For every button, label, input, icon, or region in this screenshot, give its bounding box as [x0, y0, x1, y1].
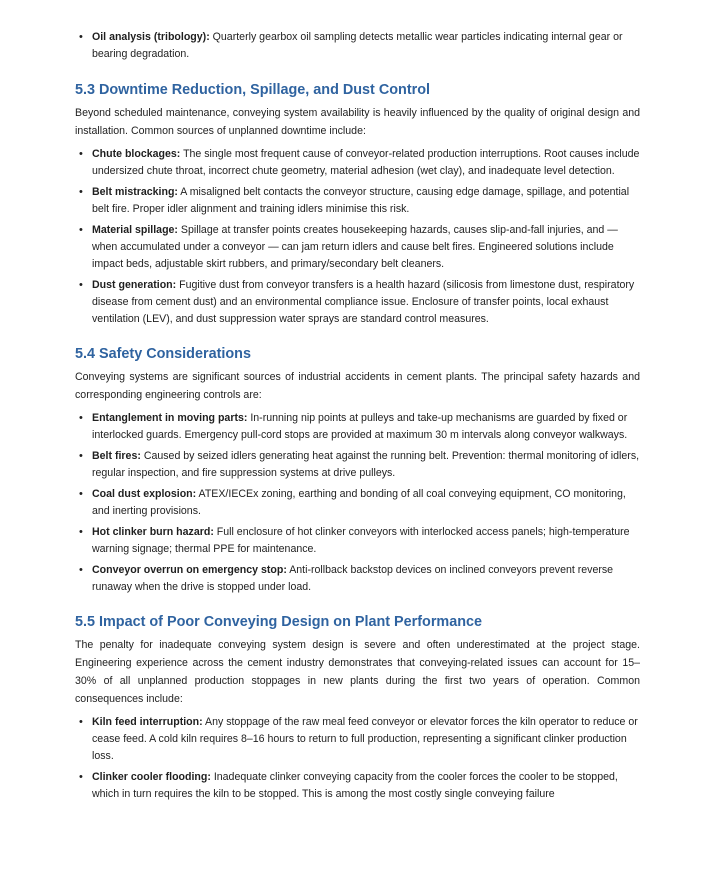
bullet-list — [75, 146, 640, 328]
list-item — [75, 486, 640, 520]
document-page — [75, 29, 640, 807]
bullet-term: Conveyor overrun on emergency stop: — [92, 564, 287, 576]
intro-bullet-list — [75, 29, 640, 63]
section-5-5 — [75, 613, 640, 803]
bullet-term: Belt mistracking: — [92, 186, 178, 198]
list-item — [75, 29, 640, 63]
list-item — [75, 524, 640, 558]
bullet-text: Full enclosure of hot clinker conveyors with interlocked access panels; high-temperature warning signage; thermal PPE for maintenance. — [92, 526, 630, 555]
list-item — [75, 222, 640, 273]
section-heading: 5.3 Downtime Reduction, Spillage, and Dust Control — [75, 82, 430, 98]
bullet-text: In-running nip points at pulleys and take-up mechanisms are guarded by fixed or interlocked guards. Emergency pull-cord stops are provided at maximum 30 m intervals along conveyor walkways. — [92, 412, 628, 441]
bullet-text: Anti-rollback backstop devices on inclined conveyors prevent reverse runaway when the drive is stopped under load. — [92, 564, 614, 593]
section-5-3 — [75, 81, 640, 328]
bullet-term: Clinker cooler flooding: — [92, 771, 211, 783]
section-intro: Beyond scheduled maintenance, conveying system availability is heavily influenced by the quality of original design and installation. Common sources of unplanned downtime include: — [75, 107, 640, 137]
bullet-list — [75, 410, 640, 596]
bullet-text: Quarterly gearbox oil sampling detects metallic wear particles indicating internal gear or bearing degradation. — [92, 31, 623, 60]
bullet-text: A misaligned belt contacts the conveyor structure, causing edge damage, spillage, and potential belt fire. Proper idler alignment and training idlers minimise this risk. — [92, 186, 630, 215]
section-5-4 — [75, 345, 640, 596]
bullet-text: Fugitive dust from conveyor transfers is a health hazard (silicosis from limestone dust, respiratory disease from cement dust) and an environmental compliance issue. Enclosure of transfer points, local exhaust ventilation (LEV), and dust suppression water sprays are standard control measures. — [92, 279, 635, 325]
bullet-term: Chute blockages: — [92, 148, 181, 160]
bullet-term: Coal dust explosion: — [92, 488, 197, 500]
bullet-term: Entanglement in moving parts: — [92, 412, 248, 424]
bullet-term: Belt fires: — [92, 450, 141, 462]
bullet-text: Caused by seized idlers generating heat against the running belt. Prevention: thermal monitoring of idlers, regular inspection, and fire suppression systems at drive pulleys. — [92, 450, 640, 479]
list-item — [75, 410, 640, 444]
bullet-text: Spillage at transfer points creates housekeeping hazards, causes slip-and-fall injuries, and — when accumulated under a conveyor — can jam return idlers and cause belt fires. Engineered solutions include impact beds, adjustable skirt rubbers, and primary/secondary belt cleaners. — [92, 224, 618, 270]
section-intro: The penalty for inadequate conveying system design is severe and often underestimated at the project stage. Engineering experience across the cement industry demonstrates that conveying-related issues can account for 15–30% of all unplanned production stoppages in new plants during the first two years of operation. Common consequences include: — [75, 639, 640, 705]
bullet-list — [75, 714, 640, 803]
list-item — [75, 146, 640, 180]
list-item — [75, 562, 640, 596]
list-item — [75, 184, 640, 218]
list-item — [75, 769, 640, 803]
list-item — [75, 448, 640, 482]
bullet-term: Kiln feed interruption: — [92, 716, 203, 728]
bullet-term: Dust generation: — [92, 279, 177, 291]
section-heading: 5.5 Impact of Poor Conveying Design on Plant Performance — [75, 614, 483, 630]
bullet-term: Oil analysis (tribology): — [92, 31, 210, 43]
bullet-term: Material spillage: — [92, 224, 178, 236]
list-item — [75, 714, 640, 765]
bullet-text: ATEX/IECEx zoning, earthing and bonding of all coal conveying equipment, CO monitoring, and inerting provisions. — [92, 488, 626, 517]
bullet-text: The single most frequent cause of conveyor-related production interruptions. Root causes include undersized chute throat, incorrect chute geometry, material adhesion (wet clay), and inadequate level detection. — [92, 148, 640, 177]
section-intro: Conveying systems are significant sources of industrial accidents in cement plants. The principal safety hazards and corresponding engineering controls are: — [75, 371, 640, 401]
bullet-term: Hot clinker burn hazard: — [92, 526, 214, 538]
bullet-text: Any stoppage of the raw meal feed conveyor or elevator forces the kiln operator to reduce or cease feed. A cold kiln requires 8–16 hours to return to full production, representing a significant clinker production loss. — [92, 716, 638, 762]
list-item — [75, 277, 640, 328]
bullet-text: Inadequate clinker conveying capacity from the cooler forces the cooler to be stopped, which in turn requires the kiln to be stopped. This is among the most costly single conveying failure — [92, 771, 618, 800]
section-heading: 5.4 Safety Considerations — [75, 346, 251, 362]
